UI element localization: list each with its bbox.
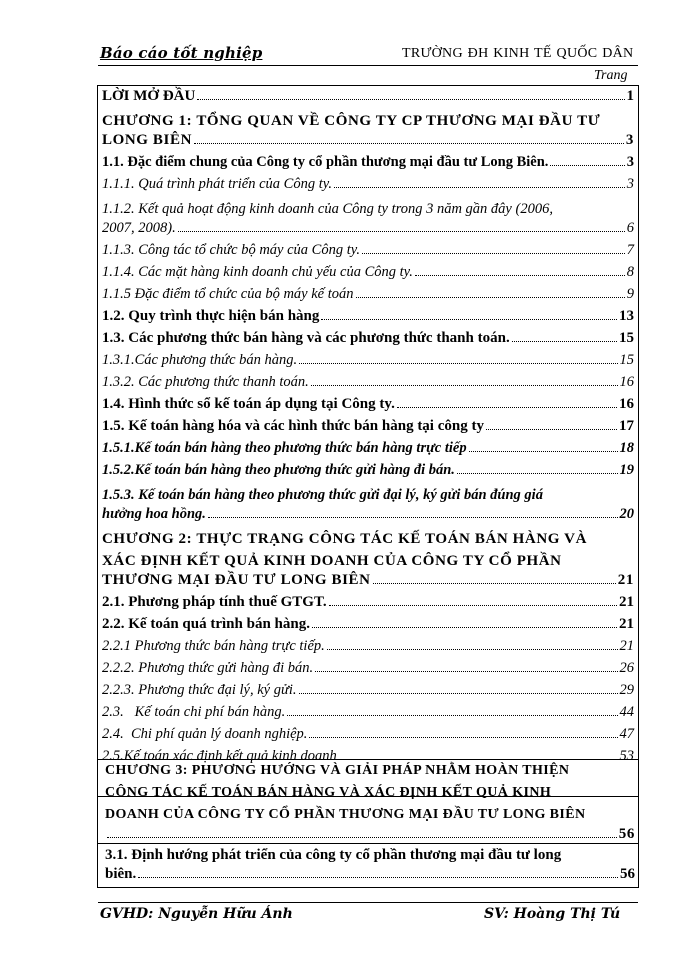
toc-box-line bbox=[97, 796, 98, 888]
toc-entry-title: 2.4. Chi phí quản lý doanh nghiệp. bbox=[102, 726, 308, 742]
leader-dots bbox=[208, 517, 618, 518]
toc-entry-2-4[interactable] bbox=[98, 726, 638, 748]
toc-entry-intro[interactable] bbox=[98, 88, 638, 110]
toc-entry-1-3-1[interactable] bbox=[98, 352, 638, 374]
leader-dots bbox=[415, 275, 625, 276]
toc-entry-title-line: DOANH CỦA CÔNG TY CỔ PHẦN THƯƠNG MẠI ĐẦU TƯ LONG BIÊN bbox=[105, 807, 586, 822]
toc-entry-page: 26 bbox=[619, 660, 634, 676]
toc-entry-page: 20 bbox=[619, 506, 634, 522]
toc-box-line bbox=[638, 796, 639, 888]
toc-entry-title: 1.4. Hình thức sổ kế toán áp dụng tại Công ty. bbox=[102, 396, 395, 412]
toc-entry-page: 21 bbox=[619, 616, 634, 632]
toc-entry-page: 6 bbox=[626, 220, 634, 236]
leader-dots bbox=[178, 231, 625, 232]
toc-entry-title: 1.1.1. Quá trình phát triển của Công ty. bbox=[102, 176, 332, 192]
toc-entry-page: 15 bbox=[619, 330, 634, 346]
toc-entry-title-line: 1.5.3. Kế toán bán hàng theo phương thức gửi đại lý, ký gửi bán đúng giá bbox=[102, 487, 543, 503]
toc-entry-page: 16 bbox=[619, 374, 634, 390]
leader-dots bbox=[197, 99, 624, 100]
toc-entry-2-2-2[interactable] bbox=[98, 660, 638, 682]
leader-dots bbox=[373, 583, 616, 584]
footer-divider bbox=[98, 902, 638, 903]
toc-box-line bbox=[97, 843, 639, 844]
toc-entry-1-5-2[interactable] bbox=[98, 462, 638, 484]
toc-entry-page: 21 bbox=[619, 594, 634, 610]
toc-entry-title: 1.1. Đặc điểm chung của Công ty cổ phần thương mại đầu tư Long Biên. bbox=[102, 154, 549, 170]
leader-dots bbox=[356, 297, 625, 298]
toc-entry-title: 1.3.2. Các phương thức thanh toán. bbox=[102, 374, 309, 390]
toc-entry-page: 56 bbox=[620, 866, 635, 882]
header-report-title: Báo cáo tốt nghiệp bbox=[100, 44, 263, 62]
leader-dots bbox=[321, 319, 617, 320]
table-of-contents bbox=[97, 85, 639, 797]
toc-entry-1-4[interactable] bbox=[98, 396, 638, 418]
leader-dots bbox=[512, 341, 617, 342]
leader-dots bbox=[287, 715, 617, 716]
leader-dots bbox=[334, 187, 625, 188]
toc-entry-title-line: CÔNG TÁC KẾ TOÁN BÁN HÀNG VÀ XÁC ĐỊNH KẾT QUẢ KINH bbox=[105, 785, 552, 800]
leader-dots bbox=[397, 407, 617, 408]
toc-entry-title: 2.5.Kế toán xác định kết quả kinh doanh bbox=[102, 748, 337, 764]
toc-entry-title-line: biên. bbox=[105, 866, 137, 882]
toc-entry-page: 47 bbox=[619, 726, 634, 742]
toc-entry-1-1-3[interactable] bbox=[98, 242, 638, 264]
toc-entry-page: 18 bbox=[619, 440, 634, 456]
toc-entry-title-line: CHƯƠNG 2: THỰC TRẠNG CÔNG TÁC KẾ TOÁN BÁN HÀNG VÀ bbox=[102, 531, 588, 547]
toc-entry-chapter-2[interactable] bbox=[98, 528, 638, 594]
leader-dots bbox=[327, 649, 618, 650]
leader-dots bbox=[550, 165, 624, 166]
leader-dots bbox=[299, 693, 618, 694]
toc-entry-title-line: CHƯƠNG 3: PHƯƠNG HƯỚNG VÀ GIẢI PHÁP NHẰM HOÀN THIỆN bbox=[105, 763, 570, 778]
toc-entry-page: 3 bbox=[626, 154, 634, 170]
toc-entry-2-2-1[interactable] bbox=[98, 638, 638, 660]
toc-entry-1-1-1[interactable] bbox=[98, 176, 638, 198]
leader-dots bbox=[312, 627, 617, 628]
toc-entry-title: 1.1.3. Công tác tổ chức bộ máy của Công ty. bbox=[102, 242, 360, 258]
toc-entry-title: 1.5.2.Kế toán bán hàng theo phương thức gửi hàng đi bán. bbox=[102, 462, 455, 478]
toc-entry-3-1[interactable] bbox=[101, 844, 639, 888]
toc-entry-page: 1 bbox=[626, 88, 634, 104]
toc-entry-1-1[interactable] bbox=[98, 154, 638, 176]
toc-entry-1-2[interactable] bbox=[98, 308, 638, 330]
toc-entry-title-line: 3.1. Định hướng phát triển của công ty cổ phần thương mại đầu tư long bbox=[105, 847, 562, 863]
toc-page-column-label: Trang bbox=[594, 68, 628, 83]
toc-entry-title: 2.3. Kế toán chi phí bán hàng. bbox=[102, 704, 286, 720]
toc-entry-title: 2.2. Kế toán quá trình bán hàng. bbox=[102, 616, 310, 632]
toc-entry-page: 3 bbox=[625, 132, 634, 148]
toc-entry-title: 2.1. Phương pháp tính thuế GTGT. bbox=[102, 594, 327, 610]
toc-entry-1-5-1[interactable] bbox=[98, 440, 638, 462]
toc-entry-1-1-4[interactable] bbox=[98, 264, 638, 286]
toc-entry-1-3[interactable] bbox=[98, 330, 638, 352]
toc-entry-page: 16 bbox=[619, 396, 634, 412]
toc-box-line bbox=[97, 887, 639, 888]
toc-entry-title-line: 1.1.2. Kết quả hoạt động kinh doanh của Công ty trong 3 năm gần đây (2006, bbox=[102, 201, 553, 217]
toc-entry-page: 21 bbox=[617, 572, 634, 588]
toc-entry-page: 17 bbox=[619, 418, 634, 434]
toc-entry-title: 1.2. Quy trình thực hiện bán hàng bbox=[102, 308, 320, 324]
toc-entry-title: 1.5.1.Kế toán bán hàng theo phương thức bán hàng trực tiếp bbox=[102, 440, 467, 456]
toc-entry-title: 2.2.3. Phương thức đại lý, ký gửi. bbox=[102, 682, 297, 698]
leader-dots bbox=[299, 363, 617, 364]
toc-entry-page: 19 bbox=[619, 462, 634, 478]
toc-entry-page: 44 bbox=[619, 704, 634, 720]
toc-entry-page: 29 bbox=[619, 682, 634, 698]
leader-dots bbox=[194, 143, 624, 144]
toc-entry-page: 13 bbox=[619, 308, 634, 324]
footer-student: SV: Hoàng Thị Tú bbox=[484, 906, 621, 922]
toc-entry-page: 9 bbox=[626, 286, 634, 302]
leader-dots bbox=[311, 385, 618, 386]
toc-entry-page: 8 bbox=[626, 264, 634, 280]
toc-entry-1-5[interactable] bbox=[98, 418, 638, 440]
leader-dots bbox=[486, 429, 617, 430]
toc-entry-title: 1.1.5 Đặc điểm tổ chức của bộ máy kế toán bbox=[102, 286, 354, 302]
toc-entry-title: 1.1.4. Các mặt hàng kinh doanh chủ yếu của Công ty. bbox=[102, 264, 413, 280]
toc-entry-1-1-5[interactable] bbox=[98, 286, 638, 308]
toc-entry-title-line: THƯƠNG MẠI ĐẦU TƯ LONG BIÊN bbox=[102, 572, 371, 588]
toc-entry-2-1[interactable] bbox=[98, 594, 638, 616]
leader-dots bbox=[457, 473, 618, 474]
toc-entry-page: 56 bbox=[618, 826, 635, 842]
toc-entry-page: 3 bbox=[626, 176, 634, 192]
toc-entry-title-line: CHƯƠNG 1: TỔNG QUAN VỀ CÔNG TY CP THƯƠNG MẠI ĐẦU TƯ bbox=[102, 113, 601, 129]
toc-entry-title: 2.2.1 Phương thức bán hàng trực tiếp. bbox=[102, 638, 325, 654]
toc-entry-title: 1.3. Các phương thức bán hàng và các phương thức thanh toán. bbox=[102, 330, 510, 346]
leader-dots bbox=[469, 451, 618, 452]
leader-dots bbox=[315, 671, 617, 672]
header-divider bbox=[98, 65, 638, 66]
leader-dots bbox=[107, 837, 617, 838]
toc-entry-title: LỜI MỞ ĐẦU bbox=[102, 88, 196, 104]
toc-entry-chapter-1[interactable] bbox=[98, 110, 638, 154]
toc-entry-title: 2.2.2. Phương thức gửi hàng đi bán. bbox=[102, 660, 314, 676]
toc-entry-title: 1.3.1.Các phương thức bán hàng. bbox=[102, 352, 298, 368]
toc-entry-chapter-3[interactable] bbox=[101, 760, 639, 848]
toc-entry-1-5-3[interactable] bbox=[98, 484, 638, 528]
toc-entry-page: 15 bbox=[619, 352, 634, 368]
leader-dots bbox=[309, 737, 617, 738]
toc-entry-1-3-2[interactable] bbox=[98, 374, 638, 396]
toc-entry-1-1-2[interactable] bbox=[98, 198, 638, 242]
toc-entry-page: 53 bbox=[619, 748, 634, 764]
toc-entry-2-3[interactable] bbox=[98, 704, 638, 726]
toc-entry-title-line: hưởng hoa hồng. bbox=[102, 506, 206, 522]
header-university: TRƯỜNG ĐH KINH TẾ QUỐC DÂN bbox=[402, 46, 634, 61]
toc-entry-title-line: XÁC ĐỊNH KẾT QUẢ KINH DOANH CỦA CÔNG TY CỔ PHẦN bbox=[102, 553, 562, 569]
toc-entry-title-line: LONG BIÊN bbox=[102, 132, 193, 148]
leader-dots bbox=[362, 253, 625, 254]
footer-supervisor: GVHD: Nguyễn Hữu Ánh bbox=[100, 906, 293, 922]
toc-entry-2-2[interactable] bbox=[98, 616, 638, 638]
leader-dots bbox=[329, 605, 617, 606]
toc-entry-2-2-3[interactable] bbox=[98, 682, 638, 704]
toc-entry-page: 21 bbox=[619, 638, 634, 654]
toc-entry-page: 7 bbox=[626, 242, 634, 258]
toc-entry-title: 1.5. Kế toán hàng hóa và các hình thức bán hàng tại công ty bbox=[102, 418, 484, 434]
toc-entry-title-line: 2007, 2008). bbox=[102, 220, 176, 236]
leader-dots bbox=[138, 877, 618, 878]
